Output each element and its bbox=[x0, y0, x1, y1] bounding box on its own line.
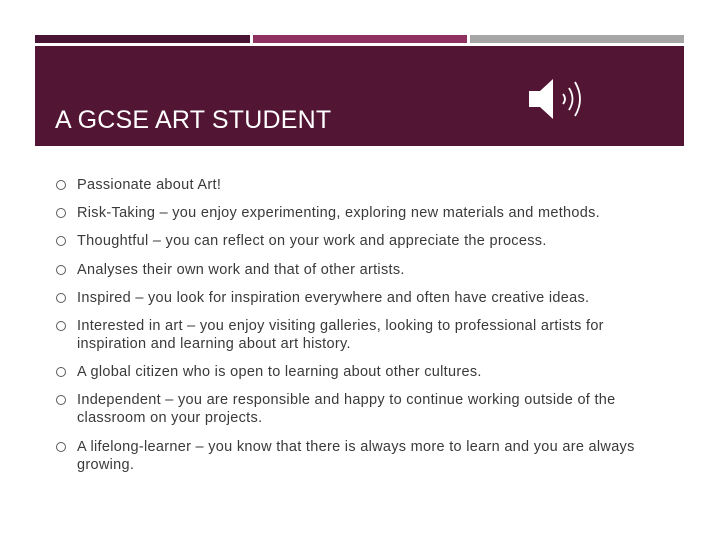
accent-bar-gray bbox=[470, 35, 684, 43]
bullet-text: Passionate about Art! bbox=[77, 177, 222, 193]
bullet-ring-icon bbox=[56, 442, 66, 452]
accent-bars bbox=[35, 35, 684, 43]
bullet-ring-icon bbox=[56, 236, 66, 246]
bullet-list bbox=[56, 176, 676, 484]
bullet-text: A lifelong-learner – you know that there is always more to learn and you are always growing. bbox=[77, 438, 635, 473]
bullet-ring-icon bbox=[56, 208, 66, 218]
bullet-ring-icon bbox=[56, 180, 66, 190]
slide-title: A GCSE ART STUDENT bbox=[55, 106, 332, 134]
bullet-ring-icon bbox=[56, 395, 66, 405]
speaker-volume-icon[interactable] bbox=[527, 76, 589, 122]
bullet-ring-icon bbox=[56, 293, 66, 303]
bullet-item bbox=[56, 289, 676, 307]
bullet-item bbox=[56, 317, 676, 353]
accent-bar-dark bbox=[35, 35, 250, 43]
bullet-text: Thoughtful – you can reflect on your work and appreciate the process. bbox=[77, 233, 547, 250]
bullet-text: A global citizen who is open to learning about other cultures. bbox=[77, 364, 482, 381]
bullet-item bbox=[56, 261, 676, 279]
bullet-text: Independent – you are responsible and happy to continue working outside of the classroom on your projects. bbox=[77, 392, 616, 427]
bullet-text: Inspired – you look for inspiration everywhere and often have creative ideas. bbox=[77, 289, 590, 306]
accent-bar-magenta bbox=[253, 35, 467, 43]
bullet-ring-icon bbox=[56, 321, 66, 331]
bullet-item bbox=[56, 176, 676, 194]
bullet-item bbox=[56, 232, 676, 250]
bullet-text: Analyses their own work and that of other artists. bbox=[77, 261, 405, 278]
bullet-text: Interested in art – you enjoy visiting galleries, looking to professional artists for inspiration and learning about art history. bbox=[77, 317, 604, 352]
bullet-item bbox=[56, 438, 676, 474]
bullet-ring-icon bbox=[56, 367, 66, 377]
bullet-item bbox=[56, 363, 676, 381]
title-band bbox=[35, 46, 684, 146]
bullet-item bbox=[56, 391, 676, 427]
bullet-item bbox=[56, 204, 676, 222]
bullet-text: Risk-Taking – you enjoy experimenting, exploring new materials and methods. bbox=[77, 205, 601, 222]
bullet-ring-icon bbox=[56, 265, 66, 275]
